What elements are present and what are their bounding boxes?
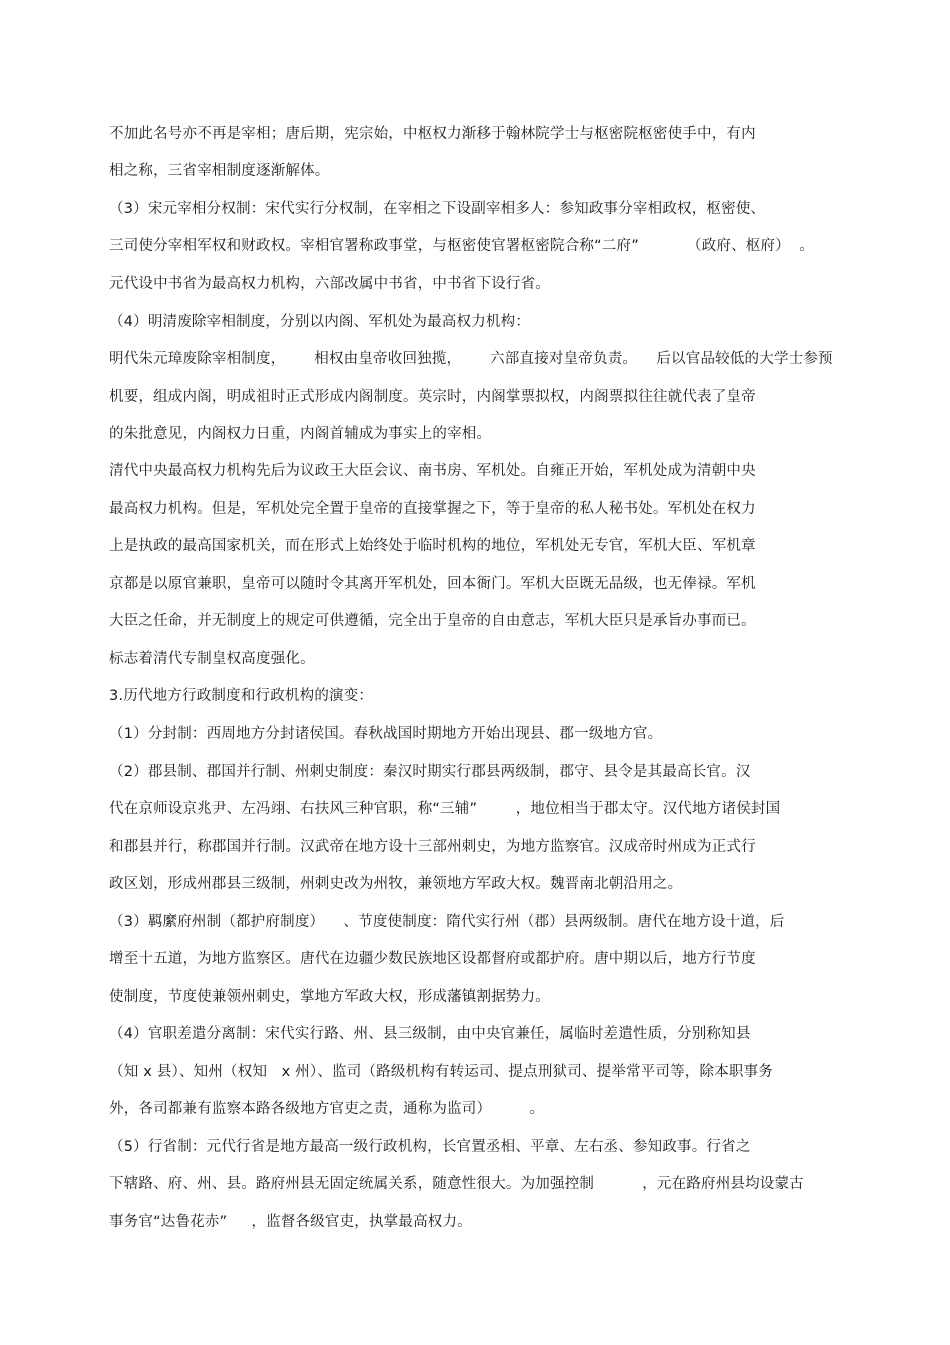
text-line: 大臣之任命，并无制度上的规定可供遵循，完全出于皇帝的自由意志，军机大臣只是承旨办事而已。 (109, 613, 756, 629)
text-line: 增至十五道，为地方监察区。唐代在边疆少数民族地区设都督府或都护府。唐中期以后，地方行节度 (109, 951, 756, 967)
text-line: 的朱批意见，内阁权力日重，内阁首辅成为事实上的宰相。 (109, 426, 492, 442)
text-line: （知 x 县）、知州（权知 x 州）、监司（路级机构有转运司、提点刑狱司、提举常平司等，除本职事务 (109, 1064, 774, 1080)
section-heading: 3.历代地方行政制度和行政机构的演变： (109, 688, 374, 704)
text-line: 标志着清代专制皇权高度强化。 (109, 651, 315, 667)
text-line: 明代朱元璋废除宰相制度， 相权由皇帝收回独揽， 六部直接对皇帝负责。 后以官品较低的大学士参预 (109, 351, 833, 367)
text-line: （5）行省制：元代行省是地方最高一级行政机构，长官置丞相、平章、左右丞、参知政事。行省之 (109, 1139, 751, 1155)
text-line: 最高权力机构。但是，军机处完全置于皇帝的直接掌握之下，等于皇帝的私人秘书处。军机处在权力 (109, 501, 756, 517)
text-line: 事务官“达鲁花赤” ，监督各级官吏，执掌最高权力。 (109, 1214, 472, 1230)
text-line: 和郡县并行，称郡国并行制。汉武帝在地方设十三部州刺史，为地方监察官。汉成帝时州成为正式行 (109, 839, 756, 855)
text-line: （4）明清废除宰相制度，分别以内阁、军机处为最高权力机构： (109, 314, 531, 330)
text-line: 机要，组成内阁，明成祖时正式形成内阁制度。英宗时，内阁掌票拟权，内阁票拟往往就代表了皇帝 (109, 389, 756, 405)
text-line: 京都是以原官兼职，皇帝可以随时令其离开军机处，回本衙门。军机大臣既无品级，也无俸禄。军机 (109, 576, 756, 592)
text-line: 外，各司都兼有监察本路各级地方官吏之责，通称为监司） 。 (109, 1101, 545, 1117)
text-line: 政区划，形成州郡县三级制，州刺史改为州牧，兼领地方军政大权。魏晋南北朝沿用之。 (109, 876, 683, 892)
text-line: 相之称，三省宰相制度逐渐解体。 (109, 163, 330, 179)
text-line: （1）分封制：西周地方分封诸侯国。春秋战国时期地方开始出现县、郡一级地方官。 (109, 726, 663, 742)
text-line: 下辖路、府、州、县。路府州县无固定统属关系，随意性很大。为加强控制 ，元在路府州县均设蒙古 (109, 1176, 804, 1192)
text-line: 清代中央最高权力机构先后为议政王大臣会议、南书房、军机处。自雍正开始，军机处成为清朝中央 (109, 463, 756, 479)
text-line: （2）郡县制、郡国并行制、州刺史制度：秦汉时期实行郡县两级制，郡守、县令是其最高长官。汉 (109, 764, 751, 780)
text-line: （3）宋元宰相分权制：宋代实行分权制，在宰相之下设副宰相多人：参知政事分宰相政权，枢密使、 (109, 201, 766, 217)
text-line: 使制度，节度使兼领州刺史，掌地方军政大权，形成藩镇割据势力。 (109, 989, 550, 1005)
text-line: （4）官职差遣分离制：宋代实行路、州、县三级制，由中央官兼任，属临时差遣性质，分别称知县 (109, 1026, 751, 1042)
text-line: 代在京师设京兆尹、左冯翊、右扶风三种官职，称“三辅” ，地位相当于郡太守。汉代地方诸侯封国 (109, 801, 781, 817)
text-line: （3）羁縻府州制（都护府制度） 、节度使制度：隋代实行州（郡）县两级制。唐代在地方设十道，后 (109, 914, 785, 930)
text-line: 三司使分宰相军权和财政权。宰相官署称政事堂，与枢密使官署枢密院合称“二府” （政府、枢府） 。 (109, 238, 815, 254)
text-line: 不加此名号亦不再是宰相；唐后期，宪宗始，中枢权力渐移于翰林院学士与枢密院枢密使手中，有内 (109, 126, 756, 142)
text-line: 上是执政的最高国家机关，而在形式上始终处于临时机构的地位，军机处无专官，军机大臣、军机章 (109, 538, 756, 554)
text-line: 元代设中书省为最高权力机构，六部改属中书省，中书省下设行省。 (109, 276, 550, 292)
